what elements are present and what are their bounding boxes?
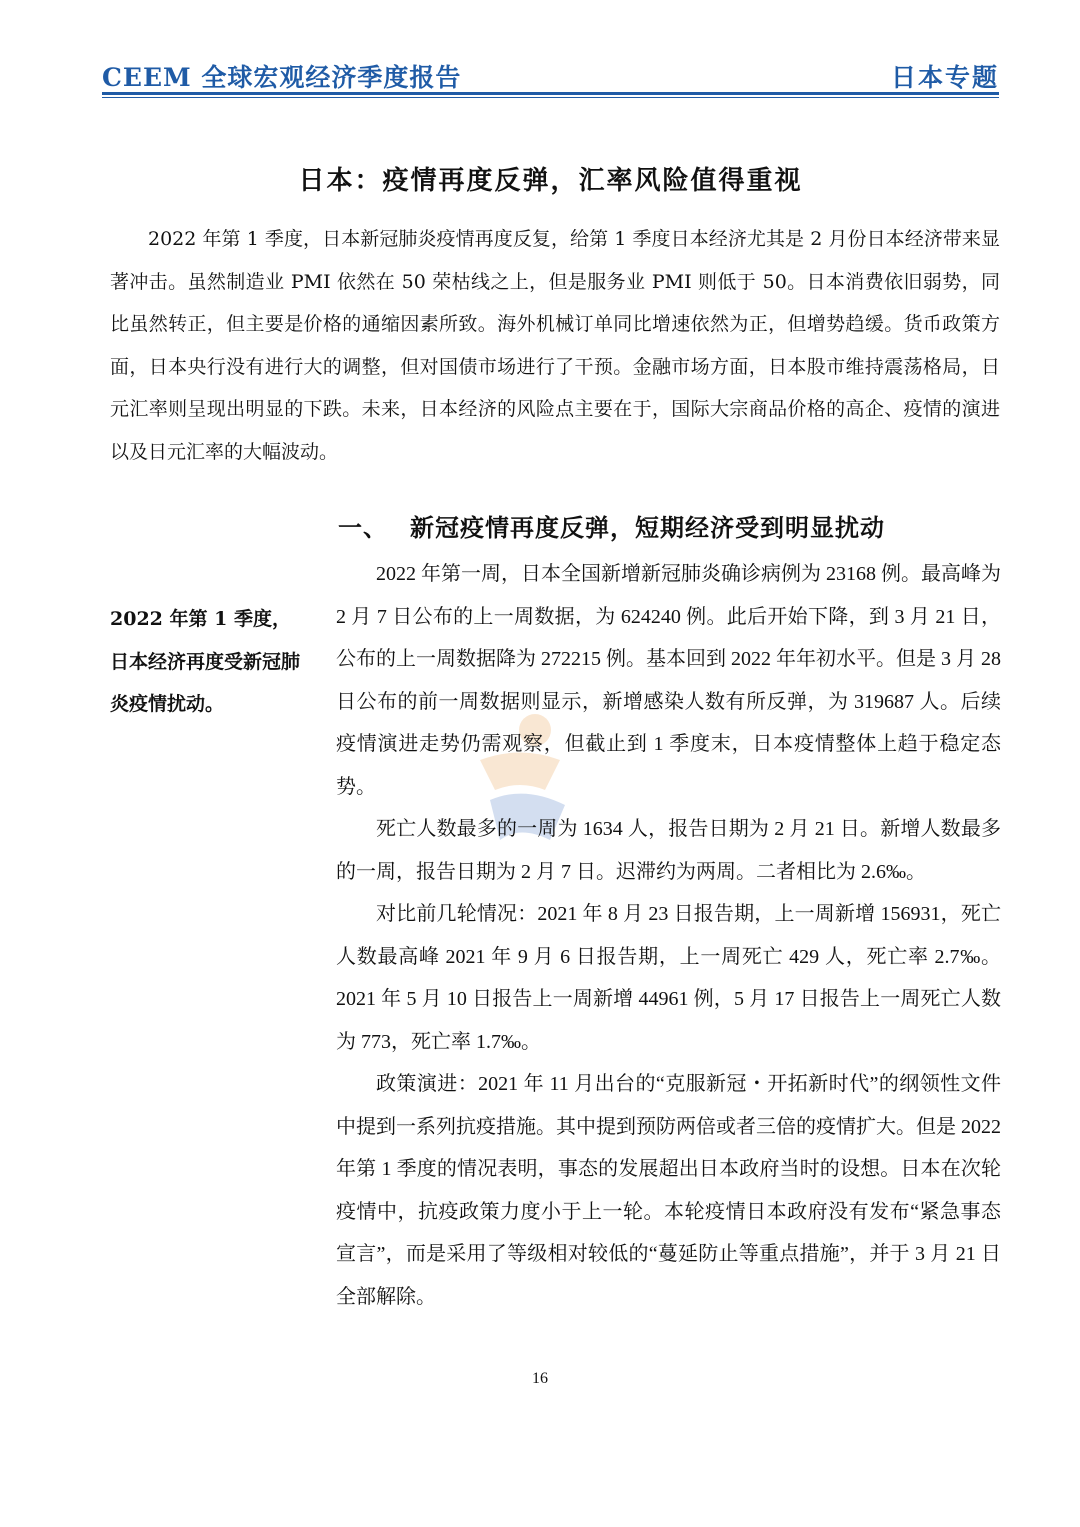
page-number: 16 (532, 1370, 548, 1387)
body-paragraph: 政策演进：2021 年 11 月出台的“克服新冠・开拓新时代”的纲领性文件中提到一系列抗疫措施。其中提到预防两倍或者三倍的疫情扩大。但是 2022 年第 1 季度的情况表明，事态的发展超出日本政府当时的设想。日本在次轮疫情中，抗疫政策力度小于上一轮。本轮疫情日本政府没有发布“紧急事态宣言”，而是采用了等级相对较低的“蔓延防止等重点措施”，并于 3 月 21 日全部解除。 (336, 1073, 1001, 1308)
body-paragraph: 对比前几轮情况：2021 年 8 月 23 日报告期，上一周新增 156931，死亡人数最高峰 2021 年 9 月 6 日报告期，上一周死亡 429 人，死亡率 2.7‰。2021 年 5 月 10 日报告上一周新增 44961 例，5 月 17 日报告上一周死亡人数为 773，死亡率 1.7‰。 (336, 903, 1001, 1053)
topic-label: 日本专题 (890, 63, 999, 92)
section-heading (338, 508, 1000, 543)
body-paragraph: 死亡人数最多的一周为 1634 人，报告日期为 2 月 21 日。新增人数最多的一周，报告日期为 2 月 7 日。迟滞约为两周。二者相比为 2.6‰。 (336, 818, 1001, 883)
header-rule-thin (102, 97, 999, 98)
article-title: 日本：疫情再度反弹，汇率风险值得重视 (298, 166, 803, 196)
body-paragraph: 2022 年第一周，日本全国新增新冠肺炎确诊病例为 23168 例。最高峰为 2 月 7 日公布的上一周数据，为 624240 例。此后开始下降，到 3 月 21 日，公布的上一周数据降为 272215 例。基本回到 2022 年年初水平。但是 3 月 28 日公布的前一周数据则显示，新增感染人数有所反弹，为 319687 人。后续疫情演进走势仍需观察，但截止到 1 季度末，日本疫情整体上趋于稳定态势。 (336, 563, 1001, 798)
header-rule (102, 92, 999, 95)
margin-note: 2022 年第 1 季度，日本经济再度受新冠肺炎疫情扰动。 (110, 608, 301, 715)
abstract-paragraph: 2022 年第 1 季度，日本新冠肺炎疫情再度反复，给第 1 季度日本经济尤其是 2 月份日本经济带来显著冲击。虽然制造业 PMI 依然在 50 荣枯线之上，但是服务业 PMI 则低于 50。日本消费依旧弱势，同比虽然转正，但主要是价格的通缩因素所致。海外机械订单同比增速依然为正，但增势趋缓。货币政策方面，日本央行没有进行大的调整，但对国债市场进行了干预。金融市场方面，日本股市维持震荡格局，日元汇率则呈现出明显的下跌。未来，日本经济的风险点主要在于，国际大宗商品价格的高企、疫情的演进以及日元汇率的大幅波动。 (110, 228, 1000, 463)
page-header (102, 56, 999, 94)
main-body (336, 553, 1001, 1318)
section-number: 一、 (338, 513, 388, 542)
section-heading-text: 新冠疫情再度反弹，短期经济受到明显扰动 (410, 513, 885, 542)
report-title: CEEM 全球宏观经济季度报告 (102, 63, 462, 92)
